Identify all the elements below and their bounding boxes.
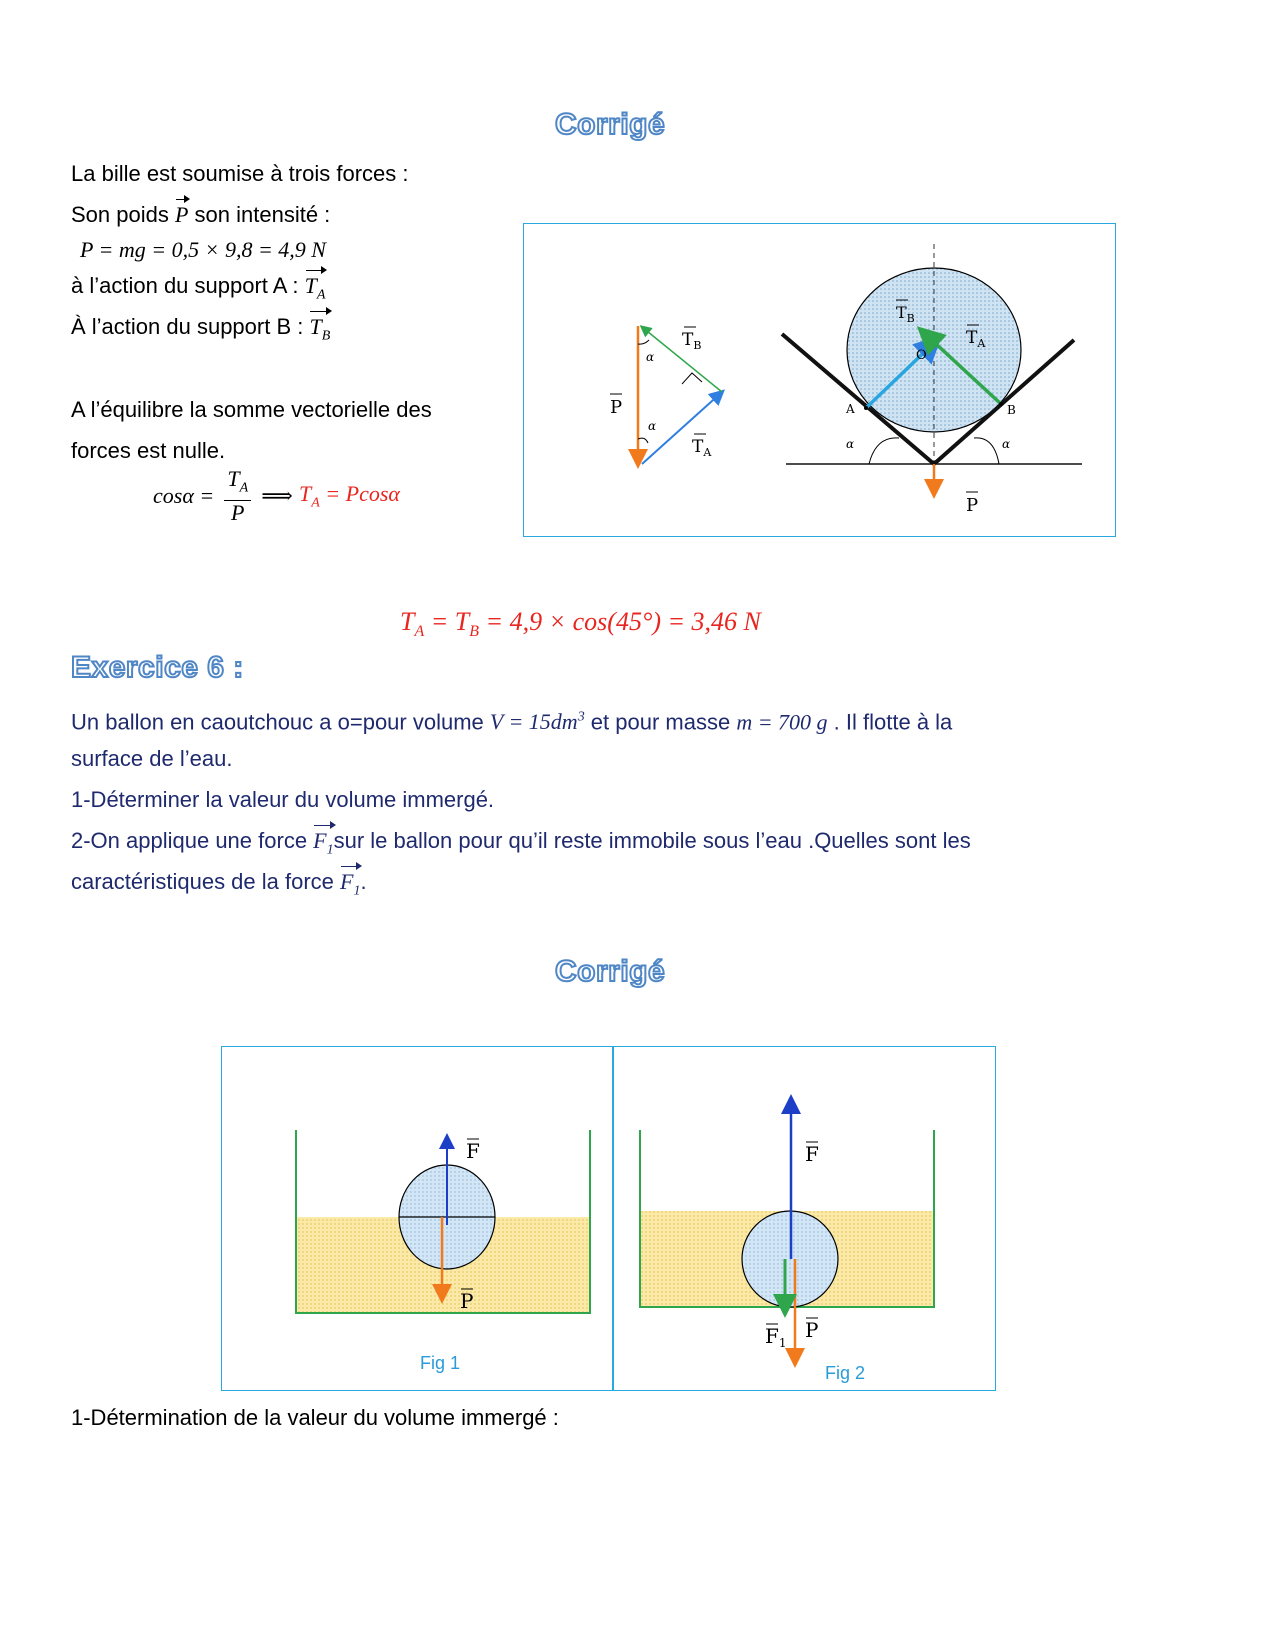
figure-1-diagram [524, 224, 1114, 535]
triangle-label-tb-letter: T [682, 330, 694, 350]
vector-ta-sub: A [316, 287, 326, 303]
ex6-volume-value: V = 15dm [489, 709, 578, 735]
eq-arrow: ⟹ [261, 483, 293, 509]
eq-right-sub: A [311, 495, 320, 511]
formula-p: P = mg = 0,5 × 9,8 = 4,9 N [80, 237, 326, 262]
eq-right-rest: = Pcosα [319, 481, 400, 506]
equation-cos-alpha [153, 467, 400, 525]
eq-num-sub: A [239, 480, 249, 496]
ex6-f1-letter: F [313, 828, 327, 853]
alpha-arc-right [974, 438, 999, 464]
ex6-line1-text-c: . Il flotte à la [827, 709, 953, 735]
exercice-6-line-2: surface de l’eau. [71, 746, 233, 771]
ex6-line4-text-a: 2-On applique une force [71, 828, 314, 853]
ex6-f1-sub: 1 [326, 842, 334, 858]
fig2-label-f1 [765, 1324, 787, 1350]
intro-line-4 [71, 273, 325, 308]
corrige-heading-2: Corrigé [555, 955, 666, 988]
ball-label-p: P [966, 495, 979, 516]
figure-2-fig1-frame [221, 1046, 614, 1391]
ex6-mass: m = 700 g [736, 709, 828, 735]
intro-line-7: forces est nulle. [71, 438, 226, 463]
vector-ta-letter: T [304, 273, 317, 298]
fig2-diagram [613, 1047, 994, 1389]
result-mid: = T [424, 607, 470, 636]
intro-line-2-text: Son poids [71, 202, 175, 227]
ball-label-ta-sub: A [977, 337, 986, 350]
result-value: = 4,9 × cos(45°) = 3,46 N [479, 607, 761, 636]
triangle-angle-arc-top [638, 340, 649, 344]
intro-line-4-text: à l’action du support A : [71, 273, 305, 298]
exercice-6-line-1 [71, 705, 952, 735]
fig1-label-p: P [460, 1289, 474, 1313]
triangle-label-p: P [610, 397, 623, 418]
triangle-label-tb [682, 330, 701, 352]
exercice-6-heading: Exercice 6 : [71, 651, 244, 684]
eq-num-letter: T [227, 466, 240, 491]
triangle-alpha-top: α [646, 350, 655, 364]
ex6-line5-text-b: . [360, 869, 367, 894]
ex6-line4-text-b: sur le ballon pour qu’il reste immobile sous l’eau .Quelles sont les [333, 828, 971, 853]
vector-tb-letter: T [309, 314, 322, 339]
point-b-label: B [1007, 403, 1016, 417]
answer-1-heading: 1-Détermination de la valeur du volume immergé : [71, 1405, 559, 1430]
result-ta-letter: T [400, 607, 415, 636]
exercice-6-line-3: 1-Déterminer la valeur du volume immergé. [71, 787, 495, 812]
ex6-f1-sub-2: 1 [353, 883, 361, 899]
intro-line-2 [71, 202, 330, 228]
fig1-diagram [222, 1047, 612, 1389]
corrige-heading-1: Corrigé [555, 108, 666, 141]
triangle-label-tb-sub: B [693, 339, 702, 352]
eq-denominator: P [231, 500, 245, 526]
alpha-right-label: α [1002, 437, 1011, 451]
eq-numerator [224, 467, 251, 501]
fig2-caption: Fig 2 [825, 1363, 866, 1383]
triangle-alpha-bottom: α [648, 419, 657, 433]
ex6-line5-text-a: caractéristiques de la force [71, 869, 341, 894]
fig1-caption: Fig 1 [420, 1353, 461, 1373]
fig2-label-f1-letter: F [765, 1324, 779, 1348]
intro-line-2-text-b: son intensité : [188, 202, 331, 227]
result-tb-sub: B [469, 623, 480, 641]
exercice-6-line-5 [71, 869, 367, 904]
vector-tb-sub: B [321, 328, 331, 344]
vector-p-symbol: P [174, 202, 189, 227]
ex6-volume [490, 709, 585, 734]
ball-label-tb-letter: T [896, 303, 907, 322]
fig1-label-f: F [466, 1139, 480, 1163]
ex6-line1-text-b: et pour masse [584, 709, 737, 735]
ball-label-tb-sub: B [906, 312, 915, 325]
triangle-label-ta-sub: A [703, 446, 712, 459]
eq-fraction [224, 467, 251, 525]
fig2-label-f: F [805, 1142, 819, 1166]
ex6-f1-symbol-2 [340, 869, 360, 904]
point-o-label: O [916, 348, 927, 363]
eq-left: cosα = [153, 483, 215, 509]
exercice-6-line-4 [71, 828, 971, 863]
intro-line-1: La bille est soumise à trois forces : [71, 161, 409, 186]
alpha-left-label: α [846, 437, 855, 451]
intro-line-6: A l’équilibre la somme vectorielle des [71, 397, 432, 422]
eq-right [298, 481, 400, 511]
result-ta-sub: A [414, 623, 425, 641]
triangle-angle-arc-bottom [638, 438, 648, 443]
result-equation [400, 607, 761, 641]
intro-line-5-text: À l’action du support B : [71, 314, 310, 339]
triangle-label-ta [692, 437, 712, 459]
triangle-label-ta-letter: T [692, 437, 704, 457]
ex6-volume-exp: 3 [577, 710, 585, 725]
fig2-label-f1-sub: 1 [778, 1336, 787, 1350]
eq-right-letter: T [298, 481, 312, 506]
ex6-f1-letter-2: F [340, 869, 354, 894]
alpha-arc-left [869, 438, 899, 464]
vector-ta-symbol [305, 273, 326, 308]
ex6-line1-text-a: Un ballon en caoutchouc a o=pour volume [71, 709, 490, 735]
triangle-right-angle-mark [682, 373, 702, 384]
ex6-f1-symbol [313, 828, 333, 863]
point-a-label: A [846, 402, 855, 416]
ball-label-ta-letter: T [966, 328, 978, 348]
fig2-label-p: P [805, 1318, 819, 1342]
vector-tb-symbol [309, 314, 330, 349]
figure-1-frame [523, 223, 1116, 537]
figure-2-fig2-frame [612, 1046, 996, 1391]
intro-line-5 [71, 314, 330, 349]
